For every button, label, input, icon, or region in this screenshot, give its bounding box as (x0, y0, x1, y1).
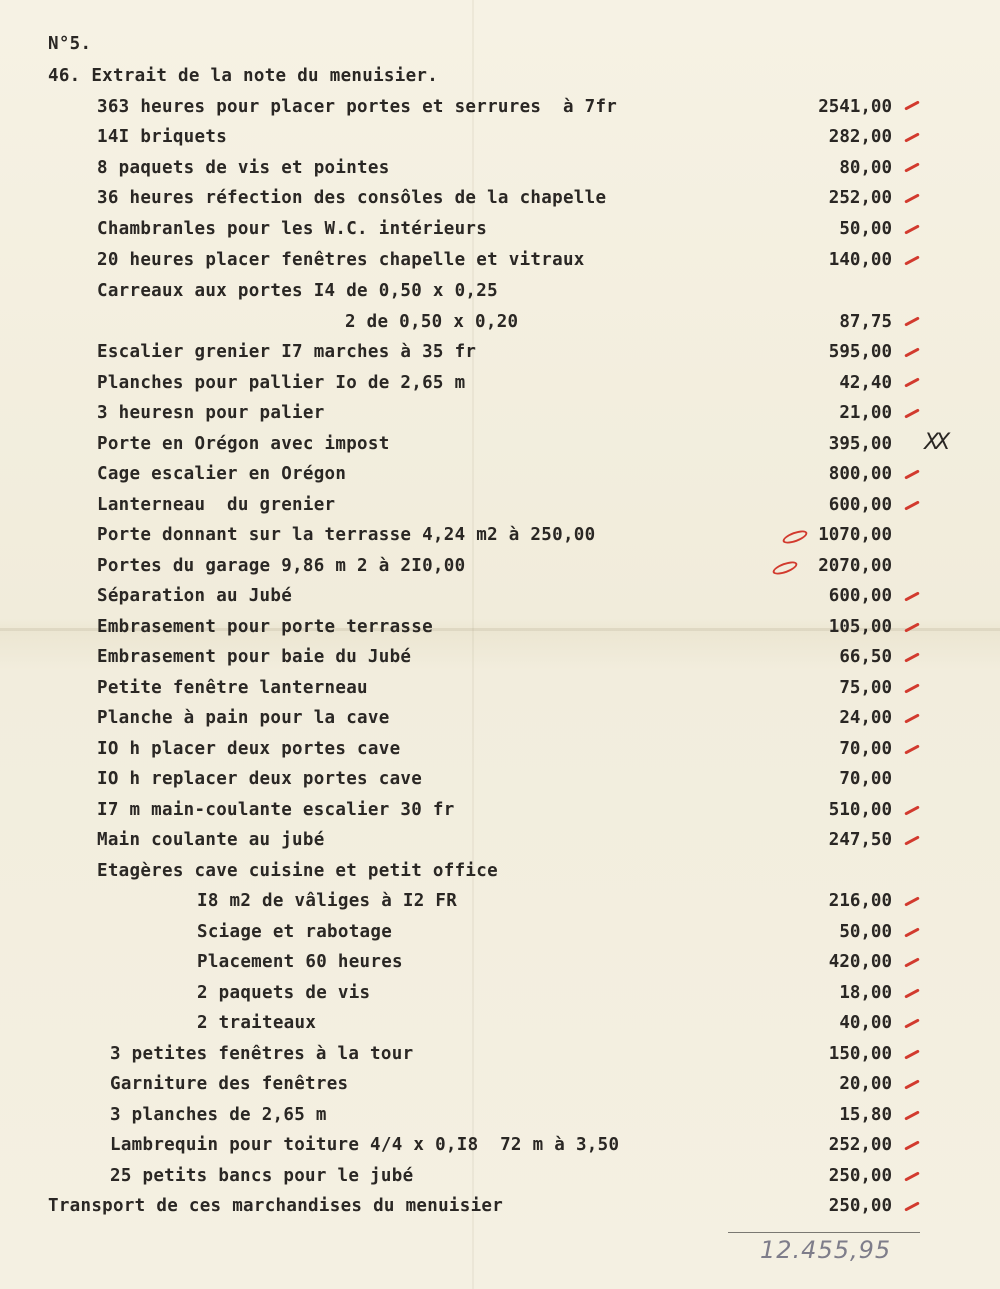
item-label: 3 heuresn pour palier (97, 403, 325, 423)
handwritten-annotation: XX (924, 430, 947, 455)
item-amount: 75,00 (839, 678, 892, 698)
red-check-mark (904, 683, 920, 693)
total-underline (728, 1232, 920, 1233)
item-label: Chambranles pour les W.C. intérieurs (97, 219, 488, 239)
item-amount: 252,00 (828, 188, 892, 208)
item-amount: 18,00 (839, 983, 892, 1003)
item-label: 36 heures réfection des consôles de la chapelle (97, 188, 607, 208)
red-check-mark (904, 100, 920, 110)
item-label: Lambrequin pour toiture 4/4 x 0,I8 72 m à 3,50 (110, 1135, 620, 1155)
item-amount: 70,00 (839, 769, 892, 789)
item-amount: 595,00 (828, 342, 892, 362)
item-label: 3 petites fenêtres à la tour (110, 1044, 414, 1064)
item-label: 8 paquets de vis et pointes (97, 158, 390, 178)
item-amount: 510,00 (828, 800, 892, 820)
item-amount: 20,00 (839, 1074, 892, 1094)
item-label: 14I briquets (97, 127, 228, 147)
item-label: I8 m2 de vâliges à I2 FR (197, 891, 458, 911)
item-amount: 282,00 (828, 127, 892, 147)
item-label: Porte en Orégon avec impost (97, 434, 390, 454)
item-label: 2 traiteaux (197, 1013, 317, 1033)
item-amount: 140,00 (828, 250, 892, 270)
item-label: 20 heures placer fenêtres chapelle et vitraux (97, 250, 585, 270)
red-check-mark (904, 835, 920, 845)
item-label: Portes du garage 9,86 m 2 à 2I0,00 (97, 556, 466, 576)
item-amount: 66,50 (839, 647, 892, 667)
item-amount: 1070,00 (818, 525, 892, 545)
red-check-mark (904, 347, 920, 357)
item-amount: 800,00 (828, 464, 892, 484)
red-check-mark (904, 988, 920, 998)
item-label: IO h replacer deux portes cave (97, 769, 423, 789)
item-label: Cage escalier en Orégon (97, 464, 347, 484)
pencil-total: 12.455,95 (760, 1236, 892, 1264)
red-check-mark (904, 132, 920, 142)
item-amount: 15,80 (839, 1105, 892, 1125)
red-check-mark (904, 1171, 920, 1181)
red-check-mark (904, 652, 920, 662)
item-amount: 105,00 (828, 617, 892, 637)
item-amount: 50,00 (839, 922, 892, 942)
item-amount: 395,00 (828, 434, 892, 454)
red-check-mark (904, 162, 920, 172)
item-label: 25 petits bancs pour le jubé (110, 1166, 414, 1186)
item-label: 3 planches de 2,65 m (110, 1105, 327, 1125)
red-check-mark (904, 1110, 920, 1120)
red-check-mark (904, 316, 920, 326)
item-amount: 247,50 (828, 830, 892, 850)
item-label: Planches pour pallier Io de 2,65 m (97, 373, 466, 393)
item-amount: 252,00 (828, 1135, 892, 1155)
item-label: Placement 60 heures (197, 952, 403, 972)
item-amount: 24,00 (839, 708, 892, 728)
item-label: Main coulante au jubé (97, 830, 325, 850)
item-label: Embrasement pour baie du Jubé (97, 647, 412, 667)
item-label: Embrasement pour porte terrasse (97, 617, 433, 637)
red-check-mark (904, 1049, 920, 1059)
item-amount: 87,75 (839, 312, 892, 332)
item-label: Etagères cave cuisine et petit office (97, 861, 498, 881)
item-label: 2 paquets de vis (197, 983, 371, 1003)
item-amount: 250,00 (828, 1166, 892, 1186)
red-check-mark (904, 1018, 920, 1028)
item-amount: 42,40 (839, 373, 892, 393)
red-check-mark (904, 713, 920, 723)
red-check-mark (904, 224, 920, 234)
item-amount: 21,00 (839, 403, 892, 423)
red-check-mark (904, 377, 920, 387)
item-amount: 600,00 (828, 495, 892, 515)
item-amount: 50,00 (839, 219, 892, 239)
red-check-mark (904, 408, 920, 418)
item-amount: 420,00 (828, 952, 892, 972)
item-amount: 2541,00 (818, 97, 892, 117)
item-label: Séparation au Jubé (97, 586, 293, 606)
item-amount: 70,00 (839, 739, 892, 759)
red-check-mark (904, 927, 920, 937)
item-amount: 600,00 (828, 586, 892, 606)
red-check-mark (904, 1140, 920, 1150)
item-amount: 216,00 (828, 891, 892, 911)
document-title: 46. Extrait de la note du menuisier. (48, 66, 439, 86)
item-label: Lanterneau du grenier (97, 495, 336, 515)
item-label: I7 m main-coulante escalier 30 fr (97, 800, 455, 820)
item-label: Petite fenêtre lanterneau (97, 678, 368, 698)
red-check-mark (904, 744, 920, 754)
red-check-mark (904, 193, 920, 203)
red-check-mark (904, 896, 920, 906)
item-label: Transport de ces marchandises du menuisier (48, 1196, 504, 1216)
item-label: Sciage et rabotage (197, 922, 393, 942)
item-label: Porte donnant sur la terrasse 4,24 m2 à 250,00 (97, 525, 596, 545)
red-check-mark (904, 500, 920, 510)
red-check-mark (904, 805, 920, 815)
item-label: Garniture des fenêtres (110, 1074, 349, 1094)
item-amount: 150,00 (828, 1044, 892, 1064)
item-label: 363 heures pour placer portes et serrures à 7fr (97, 97, 618, 117)
item-label: 2 de 0,50 x 0,20 (345, 312, 519, 332)
item-amount: 2070,00 (818, 556, 892, 576)
red-check-mark (904, 1201, 920, 1211)
red-check-mark (904, 255, 920, 265)
item-label: Carreaux aux portes I4 de 0,50 x 0,25 (97, 281, 498, 301)
item-label: Planche à pain pour la cave (97, 708, 390, 728)
red-check-mark (904, 469, 920, 479)
item-label: IO h placer deux portes cave (97, 739, 401, 759)
item-amount: 250,00 (828, 1196, 892, 1216)
document-number: N°5. (48, 34, 92, 54)
item-label: Escalier grenier I7 marches à 35 fr (97, 342, 477, 362)
item-amount: 40,00 (839, 1013, 892, 1033)
red-check-mark (904, 591, 920, 601)
item-amount: 80,00 (839, 158, 892, 178)
red-check-mark (904, 1079, 920, 1089)
red-check-mark (904, 957, 920, 967)
